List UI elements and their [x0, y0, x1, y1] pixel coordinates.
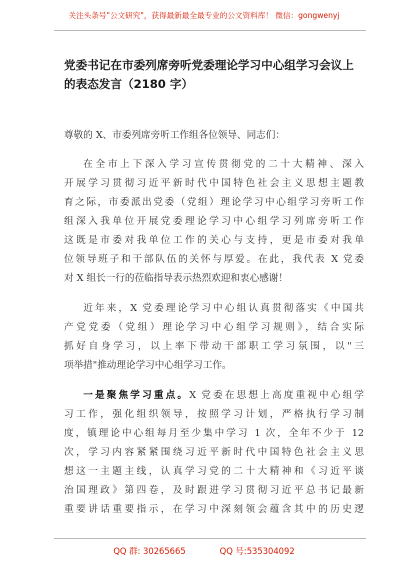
header-banner [0, 4, 408, 26]
highlight-phrase: 一是聚焦学习重点。 [83, 390, 190, 401]
paragraph-line: 位领导班子和干部队伍的关怀与厚爱。在此，我代表 X 党委 [64, 254, 364, 265]
paragraph-line: 对 X 组长一行的莅临指导表示热烈欢迎和衷心感谢！ [64, 273, 288, 284]
document-body [64, 126, 364, 519]
paragraph-line: 习工作，强化组织领导，按照学习计划，严格执行学习制 [64, 409, 364, 420]
header-divider [54, 30, 366, 31]
salutation-paragraph [64, 126, 364, 145]
paragraph-line: 开展学习贯彻习近平新时代中国特色社会主义思想主题教 [64, 178, 364, 189]
paragraph-line: 尊敬的 X、市委列席旁听工作组各位领导、同志们： [64, 130, 285, 141]
focus-paragraph [64, 386, 364, 519]
paragraph-line: 度，镇理论中心组每月至少集中学习 1 次，全年不少于 12 [64, 428, 364, 439]
header-banner-text: 关注头条号"公文研究"，获得最新最全最专业的公文资料库！ 微信：gongwenyj [68, 10, 340, 20]
paragraph-line: 次，学习内容紧紧围绕习近平新时代中国特色社会主义思 [64, 447, 364, 458]
intro-paragraph [64, 155, 364, 288]
paragraph-line [64, 386, 364, 405]
paragraph-line: 在全市上下深入学习宣传贯彻党的二十大精神、深入 [83, 159, 364, 170]
paragraph-line-rest: X 党委在思想上高度重视中心组学 [189, 390, 364, 401]
title-line: 党委书记在市委列席旁听党委理论学习中心组学习会议上 [64, 58, 354, 72]
paragraph-line: 项举措"推动理论学习中心组学习工作。 [64, 360, 232, 371]
paragraph-line: 产党党委（党组）理论学习中心组学习规则》，结合实际 [64, 322, 364, 333]
paragraph-line: 组深入我单位开展党委理论学习中心组学习列席旁听工作 [64, 216, 364, 227]
paragraph-line: 育之际，市委派出党委（党组）理论学习中心组学习旁听工作 [64, 197, 364, 208]
paragraph-line: 重要讲话重要指示，在学习中深刻领会蕴含其中的历史逻 [64, 504, 364, 515]
title-line: 的表态发言（2180 字） [64, 77, 194, 91]
background-paragraph [64, 299, 364, 375]
paragraph-line: 这既是市委对我单位工作的关心与支持，更是市委对我单 [64, 235, 364, 246]
paragraph-line: 近年来，X 党委理论学习中心组认真贯彻落实《中国共 [83, 303, 364, 314]
document-title [64, 56, 364, 94]
paragraph-line: 想这一主题主线，认真学习党的二十大精神和《习近平谈 [64, 466, 364, 477]
qq-number-text: QQ 号:535304092 [219, 546, 295, 556]
paragraph-line: 抓好自身学习，以上率下带动干部职工学习氛围，以"三 [64, 341, 364, 352]
footer [0, 540, 408, 562]
paragraph-line: 治国理政》第四卷，及时跟进学习贯彻习近平总书记最新 [64, 485, 364, 496]
qq-group-text: QQ 群: 30265665 [113, 546, 186, 556]
footer-divider [54, 538, 366, 539]
